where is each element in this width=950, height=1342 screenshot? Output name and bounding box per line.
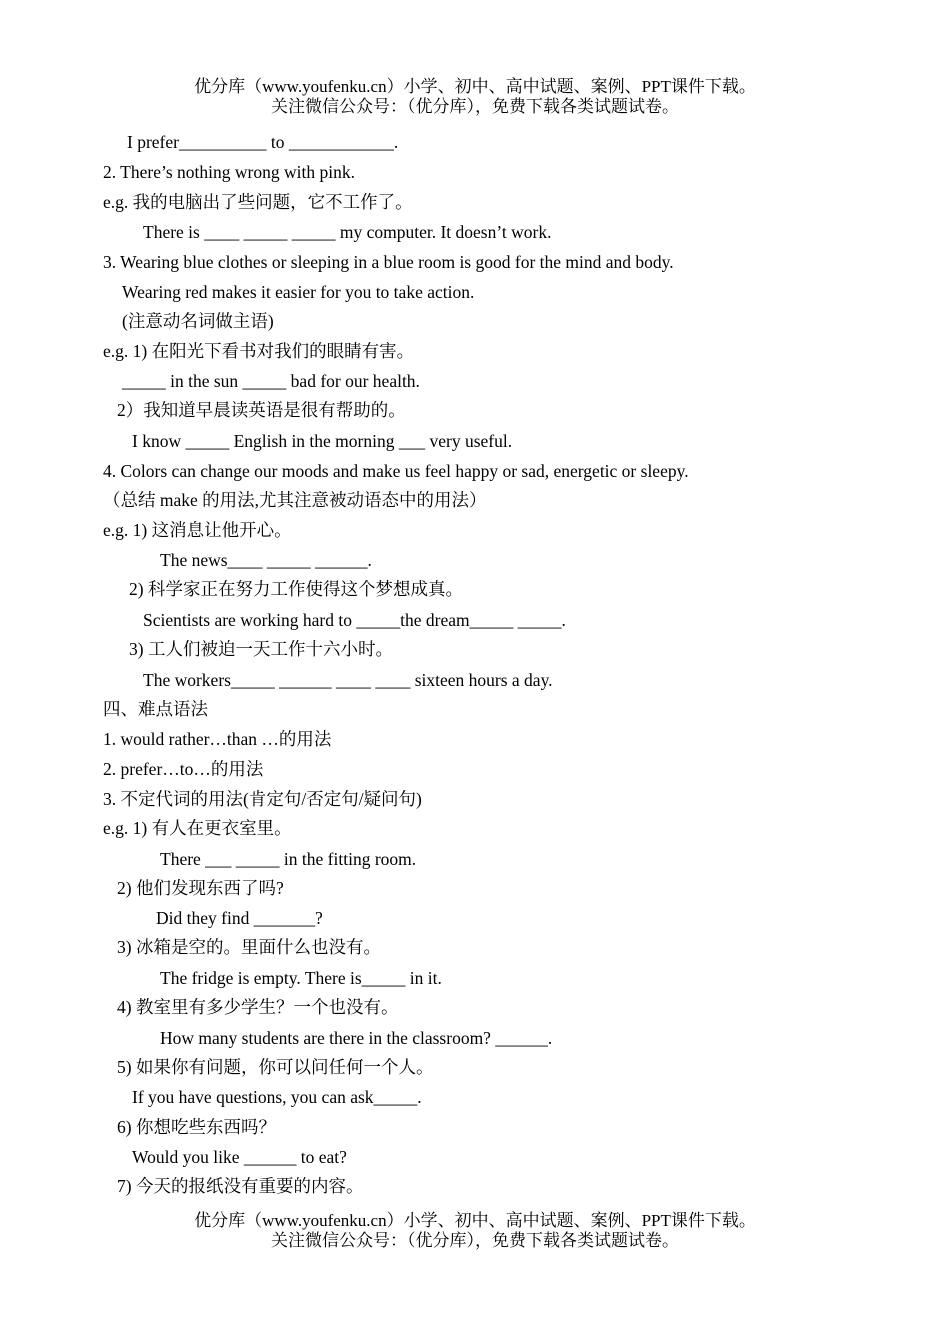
text-line: I prefer__________ to ____________. [127,132,399,152]
text-line: The workers_____ ______ ____ ____ sixteen hours a day. [143,670,553,690]
text-line: 2. prefer…to…的用法 [103,759,264,779]
text-line: 3. 不定代词的用法(肯定句/否定句/疑问句) [103,789,422,809]
text-line: If you have questions, you can ask_____. [132,1087,422,1107]
text-line: Wearing red makes it easier for you to take action. [122,282,475,302]
text-line: e.g. 1) 在阳光下看书对我们的眼睛有害。 [103,341,415,361]
text-line: Did they find _______? [156,908,323,928]
text-line: 4) 教室里有多少学生？一个也没有。 [117,997,399,1017]
text-line: 2) 科学家正在努力工作使得这个梦想成真。 [129,579,463,599]
text-line: There ___ _____ in the fitting room. [160,849,417,869]
text-line: 四、难点语法 [103,699,208,719]
text-line: There is ____ _____ _____ my computer. It doesn’t work. [143,222,552,242]
text-line: （总结 make 的用法,尤其注意被动语态中的用法） [103,490,487,510]
text-line: 6) 你想吃些东西吗？ [117,1117,276,1137]
text-line: 3. Wearing blue clothes or sleeping in a blue room is good for the mind and body. [103,252,674,272]
text-line: 2. There’s nothing wrong with pink. [103,162,355,182]
text-line: 4. Colors can change our moods and make us feel happy or sad, energetic or sleepy. [103,461,689,481]
text-line: Would you like ______ to eat? [132,1147,347,1167]
text-line: 7) 今天的报纸没有重要的内容。 [117,1176,364,1196]
text-line: The news____ _____ ______. [160,550,372,570]
text-line: e.g. 我的电脑出了些问题，它不工作了。 [103,192,413,212]
text-line: 3) 冰箱是空的。里面什么也没有。 [117,937,381,957]
text-line: _____ in the sun _____ bad for our health. [122,371,420,391]
text-line: I know _____ English in the morning ___ very useful. [132,431,513,451]
text-line: 2) 他们发现东西了吗? [117,878,284,898]
header-line-2: 关注微信公众号：（优分库），免费下载各类试题试卷。 [271,97,679,116]
text-line: e.g. 1) 有人在更衣室里。 [103,818,292,838]
text-line: 2）我知道早晨读英语是很有帮助的。 [117,400,406,420]
text-line: How many students are there in the classroom? ______. [160,1028,553,1048]
text-line: 1. would rather…than …的用法 [103,729,332,749]
page-footer [0,1211,950,1251]
footer-line-1: 优分库（www.youfenku.cn）小学、初中、高中试题、案例、PPT课件下载。 [194,1211,756,1230]
text-line: 3) 工人们被迫一天工作十六小时。 [129,639,393,659]
footer-line-2: 关注微信公众号：（优分库），免费下载各类试题试卷。 [271,1231,679,1250]
page-header [0,77,950,117]
text-line: (注意动名词做主语) [122,311,274,331]
header-line-1: 优分库（www.youfenku.cn）小学、初中、高中试题、案例、PPT课件下载。 [194,77,756,96]
text-line: 5) 如果你有问题，你可以问任何一个人。 [117,1057,434,1077]
text-line: The fridge is empty. There is_____ in it. [160,968,442,988]
text-line: e.g. 1) 这消息让他开心。 [103,520,292,540]
text-line: Scientists are working hard to _____the dream_____ _____. [143,610,566,630]
